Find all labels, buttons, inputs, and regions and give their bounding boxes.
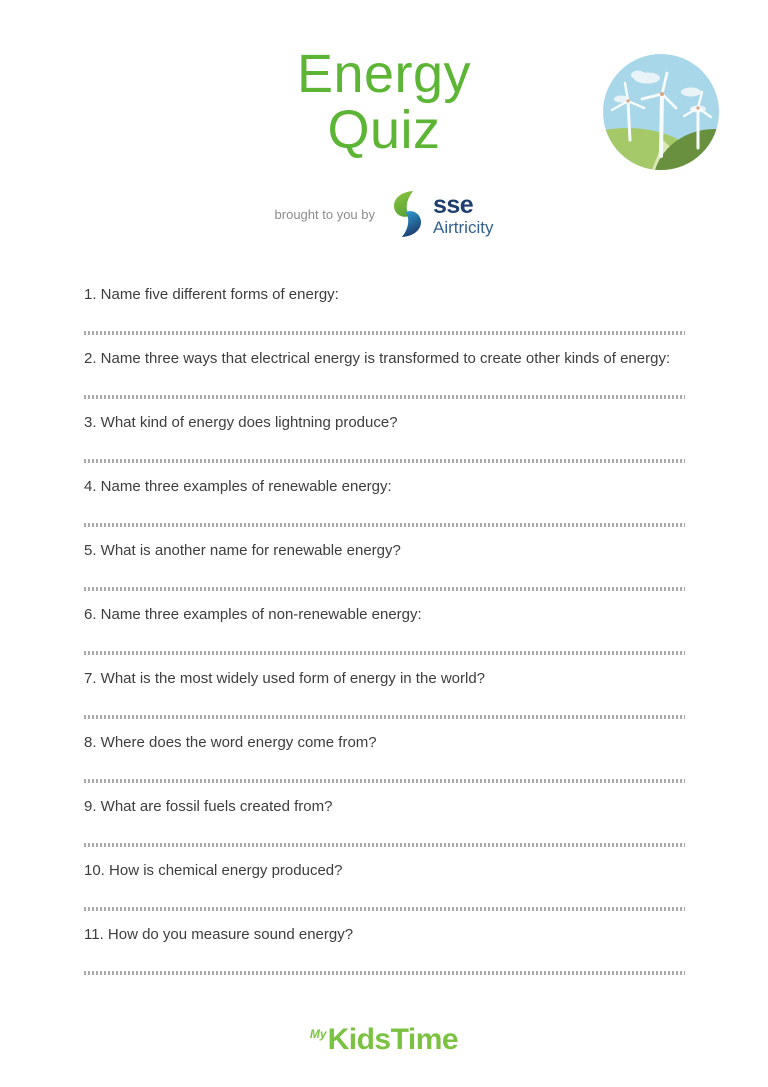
question-item <box>84 670 685 719</box>
sse-swoosh-icon <box>391 190 424 238</box>
brought-to-you-by-label: brought to you by <box>274 206 375 222</box>
question-text: 2. Name three ways that electrical energy is transformed to create other kinds of energy: <box>84 350 671 368</box>
mykidstime-logo-main: KidsTime <box>327 1023 459 1057</box>
sse-name-text: sse <box>433 190 474 219</box>
answer-line <box>84 715 685 719</box>
answer-line <box>84 907 685 911</box>
question-item <box>84 350 685 399</box>
page-title-line1: Energy <box>296 44 472 104</box>
question-text: 10. How is chemical energy produced? <box>84 862 343 880</box>
answer-line <box>84 523 685 527</box>
sse-airtricity-logo <box>391 190 493 238</box>
question-item <box>84 478 685 527</box>
question-item <box>84 734 685 783</box>
question-text: 5. What is another name for renewable energy? <box>84 542 401 560</box>
answer-line <box>84 587 685 591</box>
answer-line <box>84 459 685 463</box>
question-item <box>84 542 685 591</box>
answer-line <box>84 651 685 655</box>
wind-turbines-illustration <box>601 52 721 172</box>
mykidstime-logo-my: My <box>309 1027 327 1042</box>
question-text: 8. Where does the word energy come from? <box>84 734 377 752</box>
question-item <box>84 862 685 911</box>
question-text: 1. Name five different forms of energy: <box>84 286 339 304</box>
mykidstime-logo <box>310 1025 458 1055</box>
question-text: 3. What kind of energy does lightning produce? <box>84 414 398 432</box>
question-text: 4. Name three examples of renewable energy: <box>84 478 392 496</box>
answer-line <box>84 779 685 783</box>
question-item <box>84 606 685 655</box>
question-text: 11. How do you measure sound energy? <box>84 926 354 944</box>
question-text: 9. What are fossil fuels created from? <box>84 798 333 816</box>
question-text: 6. Name three examples of non-renewable energy: <box>84 606 422 624</box>
answer-line <box>84 331 685 335</box>
question-item <box>84 414 685 463</box>
question-item <box>84 926 685 975</box>
answer-line <box>84 843 685 847</box>
footer <box>0 1025 768 1055</box>
questions-section <box>84 286 685 975</box>
sse-wordmark <box>433 190 494 237</box>
question-item <box>84 286 685 335</box>
branding-row <box>0 186 768 242</box>
question-item <box>84 798 685 847</box>
answer-line <box>84 971 685 975</box>
question-text: 7. What is the most widely used form of energy in the world? <box>84 670 486 688</box>
airtricity-text: Airtricity <box>433 217 494 237</box>
answer-line <box>84 395 685 399</box>
page-title-line2: Quiz <box>327 100 441 161</box>
question-list <box>84 286 685 975</box>
